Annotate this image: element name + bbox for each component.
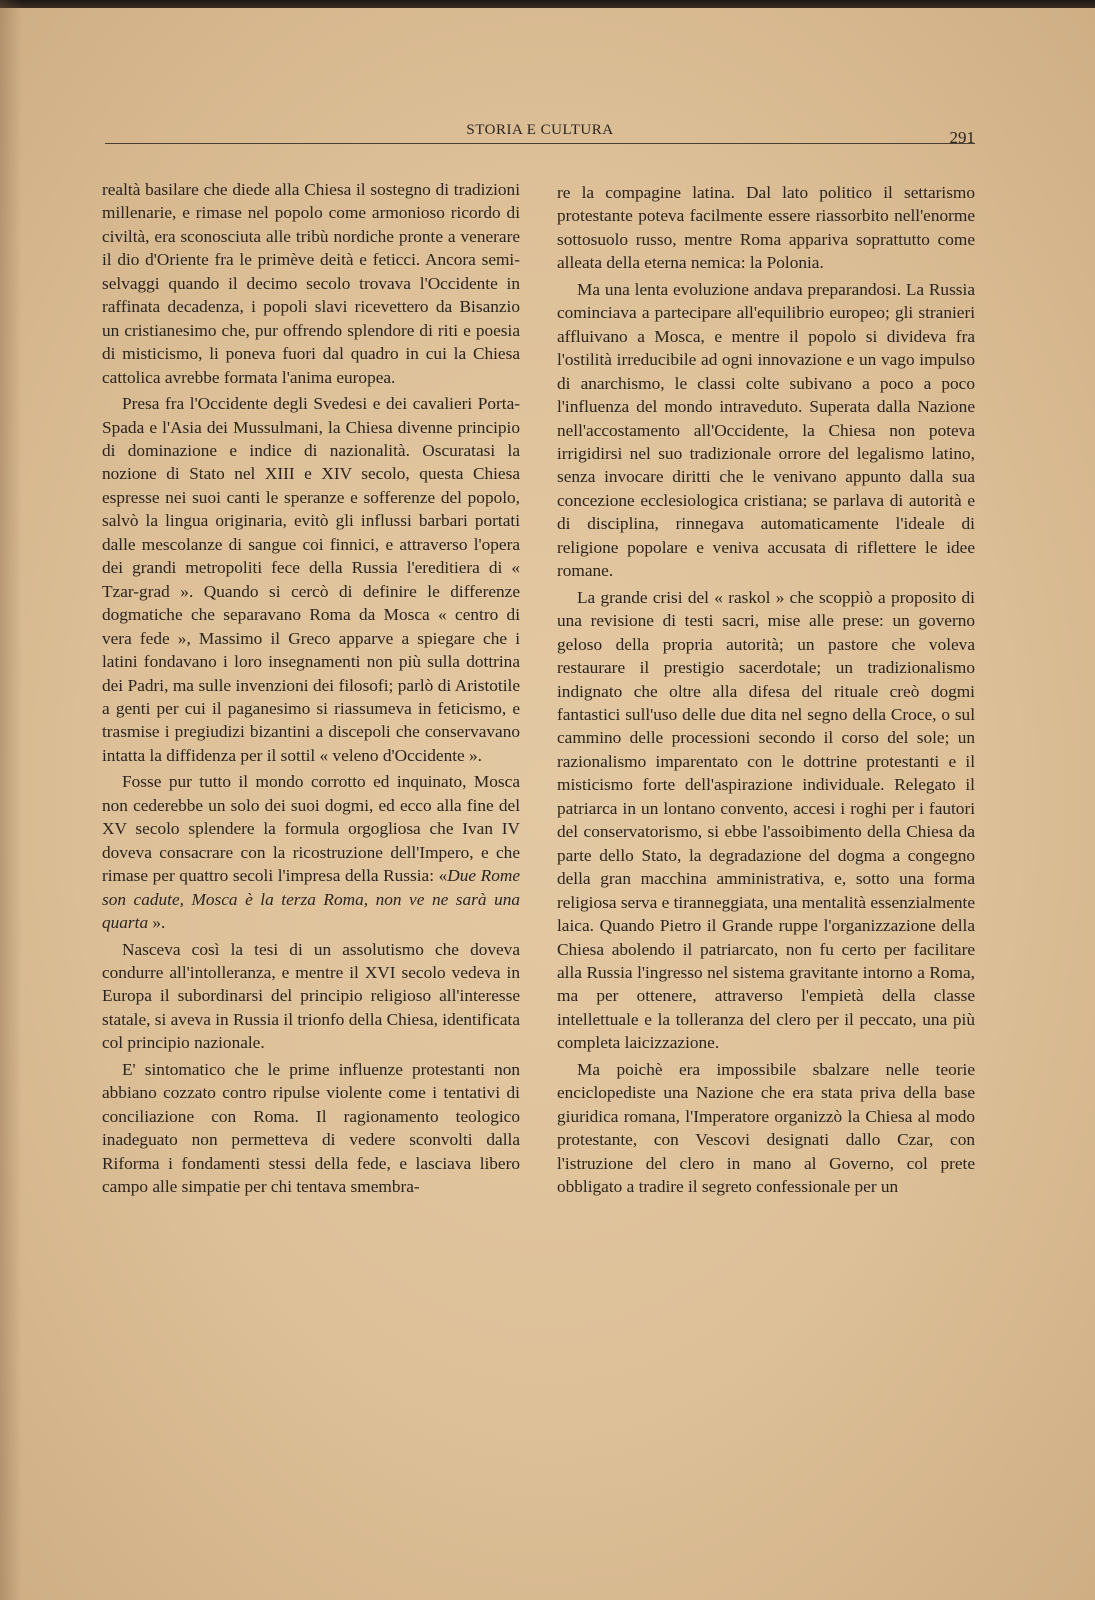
left-column [102,178,520,1201]
right-column [557,181,975,1201]
header-rule [105,143,975,144]
paragraph: Presa fra l'Occidente degli Svedesi e dei cavalieri Porta-Spada e l'Asia dei Mussulmani, la Chiesa divenne principio di dominazione e indice di nazionalità. Oscuratasi la nozione di Stato nel XIII e XIV secolo, questa Chiesa espresse nei suoi canti le speranze e sofferenze del popolo, salvò la lingua originaria, evitò gli influssi barbari portati dalle mescolanze di sangue coi finnici, e attraverso l'opera dei grandi metropoliti fece della Russia l'ereditiera di « Tzar-grad ». Quando si cercò di definire le differenze dogmatiche che separavano Roma da Mosca « centro di vera fede », Massimo il Greco apparve a spiegare che i latini fondavano i loro insegnamenti non più sulla dottrina dei Padri, ma sulle invenzioni dei filosofi; parlò di Aristotile a genti per cui il paganesimo si riassumeva in feticismo, e trasmise i pregiudizi bizantini a discepoli che conservavano intatta la diffidenza per il sottil « veleno d'Occidente ». [102,394,520,765]
running-head [105,122,975,147]
paragraph: La grande crisi del « raskol » che scoppiò a proposito di una revisione di testi sacri, mise alle prese: un governo geloso della propria autorità; un pastore che voleva restaurare il prestigio sacerdotale; un tradizionalismo indignato che oltre alla difesa del rituale creò dogmi fantastici sull'uso delle due dita nel segno della Croce, o sul cammino delle processioni secondo il corso del sole; un razionalismo imparentato con le dottrine protestanti e il misticismo forte dell'aspirazione individuale. Relegato il patriarca in un lontano convento, accesi i roghi per i fautori del conservatorismo, si ebbe l'assoibimento della Chiesa da parte dello Stato, la degradazione del dogma a congegno della gran macchina amministrativa, e, sotto una forma religiosa serva e tiranneggiata, una mentalità essenzialmente laica. Quando Pietro il Grande ruppe l'organizzazione della Chiesa abolendo il patriarcato, non fu certo per facilitare alla Russia l'ingresso nel sistema gravitante intorno a Roma, ma per ottenere, attraverso l'empietà della classe intellettuale e la tolleranza del clero per il peccato, una più completa laicizzazione. [557,587,975,1053]
paragraph-text: ». [148,913,166,933]
scan-top-edge [0,0,1095,8]
paragraph: re la compagine latina. Dal lato politico il settarismo protestante poteva facilmente essere riassorbito nell'enorme sottosuolo russo, mentre Roma appariva soprattutto come alleata della eterna nemica: la Polonia. [557,183,975,273]
paragraph: E' sintomatico che le prime influenze protestanti non abbiano cozzato contro ripulse violente come i tentativi di conciliazione con Roma. Il ragionamento teologico inadeguato non permetteva di vedere sconvolti dalla Riforma i fondamenti stessi della fede, e lasciava libero campo alle simpatie per chi tentava smembra- [102,1059,520,1197]
paragraph [102,770,520,934]
paragraph: realtà basilare che diede alla Chiesa il sostegno di tradizioni millenarie, e rimase nel popolo come armonioso ricordo di civiltà, era sconosciuta alle tribù nordiche pronte a venerare il dio d'Oriente fra le primève deità e feticci. Ancora semi-selvaggi quando il decimo secolo trovava l'Occidente in raffinata decadenza, i popoli slavi ricevettero da Bisanzio un cristianesimo che, pur offrendo splendore di riti e poesia di misticismo, li poneva fuori dal quadro in cui la Chiesa cattolica avrebbe formata l'anima europea. [102,180,520,387]
page-number: 291 [949,128,975,147]
quotation: Due Rome son cadute, Mosca è la terza Roma, non ve ne sarà una quarta [102,866,520,933]
paragraph: Ma una lenta evoluzione andava preparandosi. La Russia cominciava a partecipare all'equilibrio europeo; gli stranieri affluivano a Mosca, e mentre il popolo si divideva fra l'ostilità irreducibile ad ogni innovazione e un vago impulso di anarchismo, le classi colte subivano a poco a poco l'influenza del mondo intraveduto. Superata dalla Nazione nell'accostamento all'Occidente, la Chiesa non poteva irrigidirsi nel suo tradizionale orrore del legalismo latino, senza invocare diritti che le venivano appunto dalla sua concezione ecclesiologica cristiana; se parlava di autorità e di disciplina, rinnegava automaticamente l'ideale di religione popolare e veniva accusata di riflettere le idee romane. [557,279,975,581]
binding-shadow [0,0,22,1600]
running-title: STORIA E CULTURA [466,122,614,138]
paragraph: Nasceva così la tesi di un assolutismo che doveva condurre all'intolleranza, e mentre il XVI secolo vedeva in Europa il subordinarsi del principio religioso all'interesse statale, si aveva in Russia il trionfo della Chiesa, identificata col principio nazionale. [102,939,520,1053]
paragraph-text: Fosse pur tutto il mondo corrotto ed inquinato, Mosca non cederebbe un solo dei suoi dogmi, ed ecco alla fine del XV secolo splendere la formula orgogliosa che Ivan IV doveva consacrare con la ricostruzione dell'Impero, e che rimase per quattro secoli l'impresa della Russia: « [102,772,520,886]
paragraph: Ma poichè era impossibile sbalzare nelle teorie enciclopediste una Nazione che era stata priva della base giuridica romana, l'Imperatore organizzò la Chiesa al modo protestante, con Vescovi designati dallo Czar, con l'istruzione del clero in mano al Governo, col prete obbligato a tradire il segreto confessionale per un [557,1059,975,1197]
